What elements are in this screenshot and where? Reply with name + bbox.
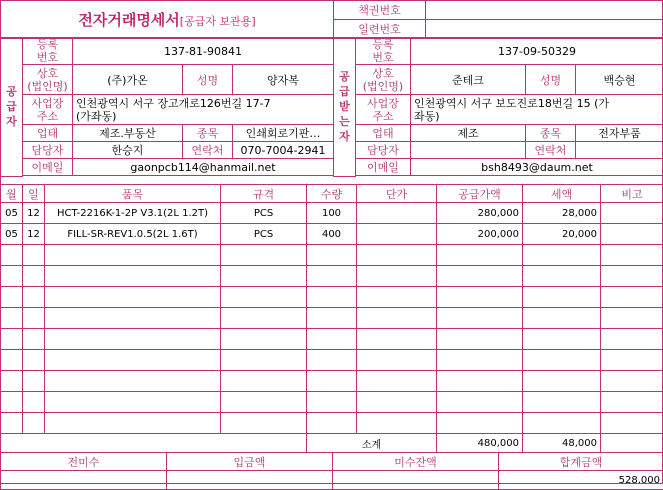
supplier-email-label: 이메일 (23, 159, 73, 176)
cell-unit-price (357, 287, 437, 308)
cell-tax: 20,000 (523, 224, 601, 245)
cell-product (45, 266, 221, 287)
cell-day (23, 329, 45, 350)
col-spec: 규격 (221, 185, 307, 203)
col-tax: 세액 (523, 185, 601, 203)
cell-spec: PCS (221, 224, 307, 245)
cell-spec (221, 329, 307, 350)
table-row (1, 329, 663, 350)
cell-product: FILL-SR-REV1.0.5(2L 1.6T) (45, 224, 221, 245)
subtotal-tax: 48,000 (523, 434, 601, 453)
cell-unit-price (357, 308, 437, 329)
table-row (1, 287, 663, 308)
cell-supply (437, 287, 523, 308)
cell-supply (437, 308, 523, 329)
cell-note (601, 413, 663, 434)
cell-spec (221, 308, 307, 329)
subtotal-supply: 480,000 (437, 434, 523, 453)
supplier-item: 인쇄회로기판… (233, 125, 334, 142)
received-value (167, 471, 333, 490)
supplier-contact: 한승지 (73, 142, 183, 159)
receiver-item-label: 종목 (526, 125, 576, 142)
cell-qty (307, 392, 357, 413)
receiver-item: 전자부품 (576, 125, 663, 142)
table-row (1, 203, 663, 224)
supplier-name-label: 상호 (법인명) (23, 65, 73, 95)
cell-unit-price (357, 413, 437, 434)
document-header (0, 0, 663, 39)
cell-unit-price (357, 203, 437, 224)
document-title: 전자거래명세서 (78, 11, 179, 29)
cell-product (45, 308, 221, 329)
cell-qty (307, 287, 357, 308)
col-day: 일 (23, 185, 45, 203)
cell-unit-price (357, 371, 437, 392)
cell-tax (523, 371, 601, 392)
cell-qty (307, 413, 357, 434)
cell-qty (307, 329, 357, 350)
receiver-reg-label: 등록 번호 (356, 38, 411, 65)
prev-unpaid-label: 전미수 (1, 453, 167, 471)
receiver-address-label: 사업장 주소 (356, 95, 411, 125)
grand-total-value: 528,000 (499, 471, 663, 490)
cell-unit-price (357, 266, 437, 287)
receiver-ceo: 백승현 (576, 65, 663, 95)
cell-note (601, 266, 663, 287)
supplier-name: (주)가온 (73, 65, 183, 95)
col-product: 품목 (45, 185, 221, 203)
cell-tax (523, 392, 601, 413)
cell-product (45, 245, 221, 266)
cell-supply (437, 371, 523, 392)
cell-supply: 280,000 (437, 203, 523, 224)
cell-product (45, 392, 221, 413)
cell-tax (523, 308, 601, 329)
supplier-reg-number: 137-81-90841 (73, 38, 334, 65)
subtotal-label: 소계 (307, 434, 437, 453)
supplier-item-label: 종목 (183, 125, 233, 142)
cell-spec (221, 392, 307, 413)
col-unit-price: 단가 (357, 185, 437, 203)
totals-grid (0, 452, 663, 490)
cell-tax (523, 266, 601, 287)
cell-note (601, 308, 663, 329)
unpaid-balance-label: 미수잔액 (333, 453, 499, 471)
cell-month: 05 (1, 203, 23, 224)
receiver-table (333, 37, 663, 177)
cell-note (601, 329, 663, 350)
cell-qty (307, 308, 357, 329)
supplier-phone: 070-7004-2941 (233, 142, 334, 159)
cell-day (23, 245, 45, 266)
supplier-ceo-label: 성명 (183, 65, 233, 95)
book-number-value (426, 1, 663, 20)
cell-spec (221, 371, 307, 392)
cell-tax (523, 245, 601, 266)
cell-tax: 28,000 (523, 203, 601, 224)
table-row (1, 245, 663, 266)
table-row (1, 392, 663, 413)
receiver-name: 준테크 (411, 65, 526, 95)
table-row (1, 371, 663, 392)
cell-unit-price (357, 392, 437, 413)
items-header-row (1, 185, 663, 203)
cell-day (23, 308, 45, 329)
supplier-phone-label: 연락처 (183, 142, 233, 159)
cell-spec (221, 266, 307, 287)
cell-supply (437, 350, 523, 371)
cell-day: 12 (23, 203, 45, 224)
supplier-contact-label: 담당자 (23, 142, 73, 159)
supplier-email: gaonpcb114@hanmail.net (73, 159, 334, 176)
cell-month (1, 329, 23, 350)
cell-supply (437, 266, 523, 287)
cell-day (23, 287, 45, 308)
cell-note (601, 245, 663, 266)
cell-supply (437, 392, 523, 413)
supplier-side-label: 공급자 (1, 38, 23, 177)
table-row (1, 413, 663, 434)
cell-qty (307, 266, 357, 287)
cell-spec (221, 287, 307, 308)
supplier-business: 제조.부동산 (73, 125, 183, 142)
unpaid-balance-value (333, 471, 499, 490)
cell-unit-price (357, 329, 437, 350)
cell-qty (307, 245, 357, 266)
serial-number-label: 일련번호 (334, 20, 426, 39)
cell-qty (307, 371, 357, 392)
cell-tax (523, 350, 601, 371)
cell-note (601, 350, 663, 371)
cell-day (23, 350, 45, 371)
cell-qty: 100 (307, 203, 357, 224)
cell-spec (221, 350, 307, 371)
cell-spec (221, 245, 307, 266)
items-table (0, 184, 663, 434)
cell-day (23, 392, 45, 413)
cell-month: 05 (1, 224, 23, 245)
title-cell (1, 1, 334, 39)
cell-month (1, 245, 23, 266)
cell-tax (523, 329, 601, 350)
cell-product (45, 287, 221, 308)
cell-day: 12 (23, 224, 45, 245)
cell-spec (221, 413, 307, 434)
cell-qty: 400 (307, 224, 357, 245)
cell-unit-price (357, 224, 437, 245)
prev-unpaid-value (1, 471, 167, 490)
cell-product (45, 350, 221, 371)
receiver-ceo-label: 성명 (526, 65, 576, 95)
book-number-label: 책권번호 (334, 1, 426, 20)
receiver-email: bsh8493@daum.net (411, 159, 663, 176)
cell-note (601, 203, 663, 224)
cell-tax (523, 413, 601, 434)
serial-number-value (426, 20, 663, 39)
cell-month (1, 266, 23, 287)
receiver-email-label: 이메일 (356, 159, 411, 176)
receiver-business: 제조 (411, 125, 526, 142)
receiver-side-label: 공급받는자 (334, 38, 356, 177)
received-label: 입금액 (167, 453, 333, 471)
receiver-phone-label: 연락처 (526, 142, 576, 159)
summary-table (0, 433, 663, 453)
cell-month (1, 287, 23, 308)
col-note: 비고 (601, 185, 663, 203)
cell-qty (307, 350, 357, 371)
cell-supply (437, 329, 523, 350)
table-row (1, 350, 663, 371)
cell-note (601, 371, 663, 392)
grand-total-label: 합계금액 (499, 453, 663, 471)
cell-supply: 200,000 (437, 224, 523, 245)
col-supply: 공급가액 (437, 185, 523, 203)
cell-product (45, 329, 221, 350)
receiver-name-label: 상호 (법인명) (356, 65, 411, 95)
receiver-address: 인천광역시 서구 보도진로18번길 15 (가 좌동) (411, 95, 663, 125)
table-row (1, 224, 663, 245)
cell-product (45, 371, 221, 392)
cell-month (1, 392, 23, 413)
cell-month (1, 371, 23, 392)
cell-supply (437, 413, 523, 434)
cell-month (1, 308, 23, 329)
receiver-contact (411, 142, 526, 159)
supplier-address-label: 사업장 주소 (23, 95, 73, 125)
cell-note (601, 287, 663, 308)
cell-day (23, 371, 45, 392)
cell-tax (523, 287, 601, 308)
col-month: 월 (1, 185, 23, 203)
supplier-business-label: 업태 (23, 125, 73, 142)
table-row (1, 266, 663, 287)
cell-month (1, 350, 23, 371)
supplier-reg-label: 등록 번호 (23, 38, 73, 65)
document-subtitle: [공급자 보관용] (180, 15, 256, 28)
cell-unit-price (357, 350, 437, 371)
supplier-ceo: 양자복 (233, 65, 334, 95)
cell-product: HCT-2216K-1-2P V3.1(2L 1.2T) (45, 203, 221, 224)
supplier-table (0, 37, 334, 177)
receiver-phone (576, 142, 663, 159)
cell-unit-price (357, 245, 437, 266)
cell-day (23, 413, 45, 434)
cell-product (45, 413, 221, 434)
col-qty: 수량 (307, 185, 357, 203)
cell-day (23, 266, 45, 287)
cell-supply (437, 245, 523, 266)
receiver-contact-label: 담당자 (356, 142, 411, 159)
receiver-reg-number: 137-09-50329 (411, 38, 663, 65)
supplier-address: 인천광역시 서구 장고개로126번길 17-7 (가좌동) (73, 95, 334, 125)
cell-note (601, 392, 663, 413)
cell-spec: PCS (221, 203, 307, 224)
table-row (1, 308, 663, 329)
receiver-business-label: 업태 (356, 125, 411, 142)
cell-month (1, 413, 23, 434)
cell-note (601, 224, 663, 245)
